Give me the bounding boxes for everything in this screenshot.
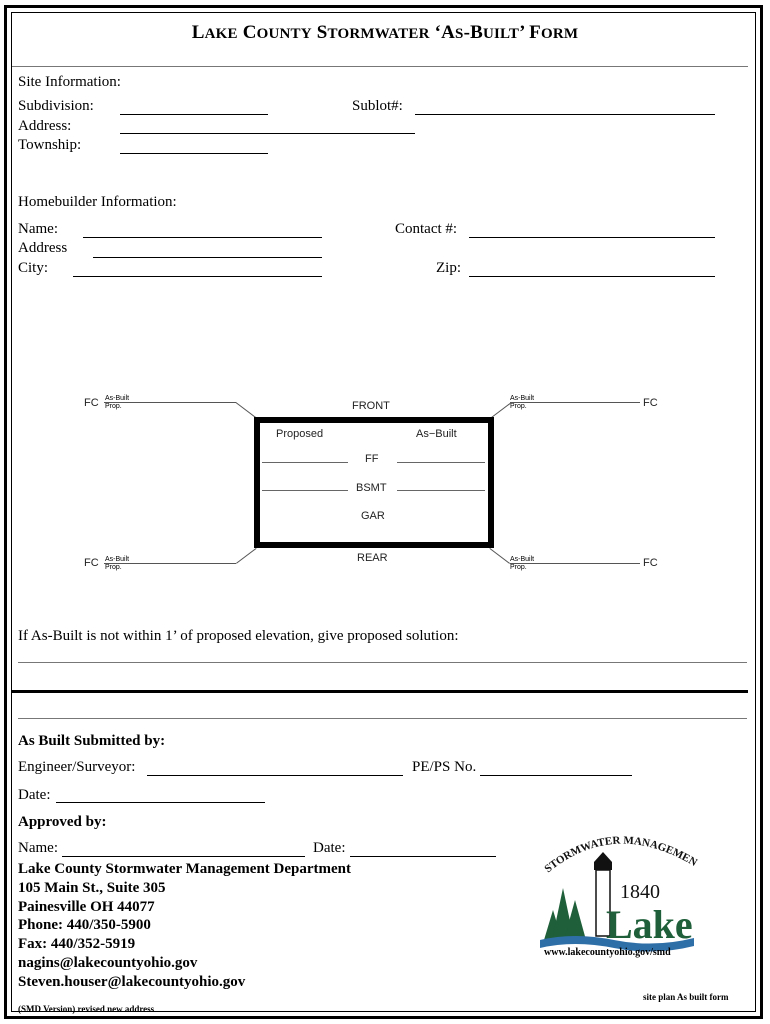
contact-label: Contact #:	[395, 221, 458, 237]
logo-arc-text: STORMWATER MANAGEMEN	[542, 834, 700, 876]
fc-bottom-left-prop: Prop.	[105, 564, 122, 571]
submitted-date-label: Date:	[18, 787, 51, 803]
department-fax: Fax: 440/352-5919	[18, 936, 136, 952]
approved-name-label: Name:	[18, 840, 58, 856]
asbuilt-column-label: As−Built	[416, 428, 457, 440]
fc-top-right-asbuilt: As-Built	[510, 395, 535, 402]
fc-top-left-line	[104, 402, 236, 403]
ff-proposed-line	[262, 462, 348, 463]
department-name: Lake County Stormwater Management Department	[18, 861, 352, 877]
rear-label: REAR	[357, 552, 388, 564]
logo-word: Lake	[606, 902, 693, 947]
approved-date-label: Date:	[313, 840, 346, 856]
site-plan-note: site plan As built form	[643, 992, 729, 1002]
pe-ps-field[interactable]	[480, 775, 632, 776]
department-city: Painesville OH 44077	[18, 899, 155, 915]
front-label: FRONT	[352, 400, 390, 412]
department-phone: Phone: 440/350-5900	[18, 917, 151, 933]
title-divider	[12, 66, 748, 67]
approved-name-field[interactable]	[62, 856, 305, 857]
subdivision-field[interactable]	[120, 114, 268, 115]
subdivision-label: Subdivision:	[18, 98, 94, 114]
pe-ps-label: PE/PS No.	[412, 759, 477, 775]
fc-bottom-right-label: FC	[643, 557, 658, 569]
solution-prompt: If As-Built is not within 1’ of proposed elevation, give proposed solution:	[18, 628, 459, 644]
gar-label: GAR	[361, 510, 385, 522]
bsmt-asbuilt-line	[397, 490, 485, 491]
logo-year: 1840	[620, 881, 660, 903]
submitted-date-field[interactable]	[56, 802, 265, 803]
fc-top-right-line	[510, 402, 640, 403]
fc-top-right-prop: Prop.	[510, 403, 527, 410]
fc-bottom-right-line	[510, 563, 640, 564]
hb-address-field[interactable]	[93, 257, 322, 258]
solution-line-1[interactable]	[18, 662, 747, 663]
bsmt-proposed-line	[262, 490, 348, 491]
solution-line-2[interactable]	[18, 718, 747, 719]
fc-top-left-label: FC	[84, 397, 99, 409]
zip-label: Zip:	[436, 260, 461, 276]
logo-url[interactable]: www.lakecountyohio.gov/smd	[544, 947, 671, 958]
approved-date-field[interactable]	[350, 856, 496, 857]
fc-bottom-right-prop: Prop.	[510, 564, 527, 571]
fc-bottom-right-asbuilt: As-Built	[510, 556, 535, 563]
submitted-heading: As Built Submitted by:	[18, 733, 166, 749]
engineer-label: Engineer/Surveyor:	[18, 759, 136, 775]
version-note: (SMD Version) revised new address	[18, 1004, 155, 1014]
department-street: 105 Main St., Suite 305	[18, 880, 166, 896]
fc-bottom-left-label: FC	[84, 557, 99, 569]
department-email-2[interactable]: Steven.houser@lakecountyohio.gov	[18, 974, 246, 990]
engineer-field[interactable]	[147, 775, 403, 776]
township-label: Township:	[18, 137, 82, 153]
hb-name-field[interactable]	[83, 237, 322, 238]
fc-top-right-label: FC	[643, 397, 658, 409]
approved-heading: Approved by:	[18, 814, 107, 830]
ff-asbuilt-line	[397, 462, 485, 463]
homebuilder-heading: Homebuilder Information:	[18, 194, 177, 210]
stormwater-logo	[534, 828, 704, 963]
address-label: Address:	[18, 118, 72, 134]
department-email-1[interactable]: nagins@lakecountyohio.gov	[18, 955, 198, 971]
lake-logo-graphic	[534, 828, 704, 963]
sublot-field[interactable]	[415, 114, 715, 115]
fc-bottom-left-asbuilt: As-Built	[105, 556, 130, 563]
fc-top-left-asbuilt: As-Built	[105, 395, 130, 402]
sublot-label: Sublot#:	[352, 98, 403, 114]
address-field[interactable]	[120, 133, 415, 134]
city-field[interactable]	[73, 276, 322, 277]
proposed-column-label: Proposed	[276, 428, 324, 440]
ff-label: FF	[365, 453, 379, 465]
township-field[interactable]	[120, 153, 268, 154]
zip-field[interactable]	[469, 276, 715, 277]
hb-name-label: Name:	[18, 221, 58, 237]
bsmt-label: BSMT	[356, 482, 387, 494]
fc-top-left-prop: Prop.	[105, 403, 122, 410]
section-divider	[12, 690, 748, 693]
hb-address-label: Address	[18, 240, 68, 256]
form-title: LAKE COUNTY STORMWATER ‘AS-BUILT’ FORM	[191, 22, 579, 43]
city-label: City:	[18, 260, 49, 276]
fc-bottom-left-line	[104, 563, 236, 564]
contact-field[interactable]	[469, 237, 715, 238]
site-info-heading: Site Information:	[18, 74, 121, 90]
